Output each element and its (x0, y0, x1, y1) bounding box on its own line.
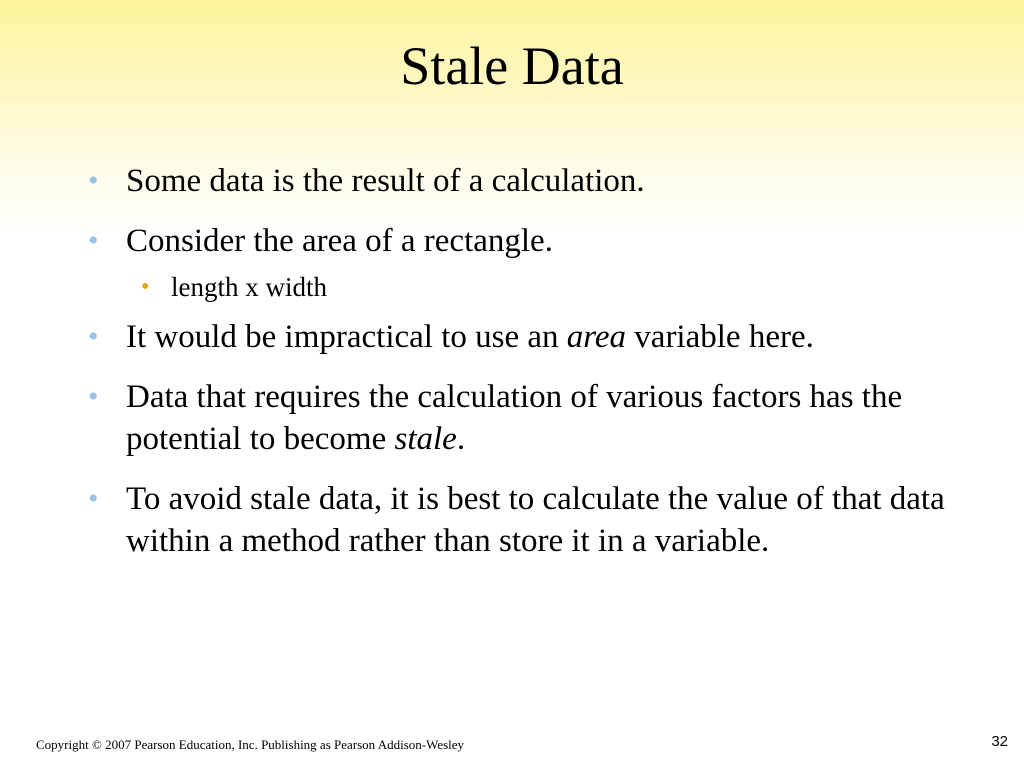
bullet-text-pre: Data that requires the calculation of various factors has the potential to become (126, 379, 903, 457)
sub-bullet-text: length x width (171, 272, 327, 302)
bullet-icon: • (88, 320, 99, 353)
bullet-text-post: . (456, 421, 466, 457)
bullet-icon: • (88, 164, 99, 197)
bullet-text-post: variable here. (626, 319, 814, 355)
bullet-text: Consider the area of a rectangle. (126, 223, 553, 259)
bullet-text (126, 316, 946, 358)
sub-bullet-icon: • (141, 274, 150, 300)
slide-title: Stale Data (400, 36, 624, 96)
copyright-footer: Copyright © 2007 Pearson Education, Inc. Publishing as Pearson Addison-Wesley (36, 737, 465, 752)
bullet-item-calculation (86, 160, 946, 202)
emphasis-area: area (566, 319, 627, 355)
bullet-text (126, 376, 946, 460)
emphasis-stale: stale (394, 421, 457, 457)
bullet-list (86, 160, 946, 580)
bullet-text: To avoid stale data, it is best to calculate the value of that data within a method rather than store it in a variable. (126, 481, 945, 559)
bullet-item-rectangle (86, 220, 946, 262)
bullet-text: Some data is the result of a calculation. (126, 163, 645, 199)
bullet-text-pre: It would be impractical to use an (126, 319, 567, 355)
bullet-icon: • (88, 380, 99, 413)
page-number: 32 (991, 733, 1008, 750)
bullet-item-area-variable (86, 316, 946, 358)
bullet-item-stale (86, 376, 946, 460)
bullet-item-avoid-stale (86, 478, 946, 562)
sub-bullet-item-length-width (131, 270, 946, 304)
bullet-icon: • (88, 224, 99, 257)
bullet-icon: • (88, 482, 99, 515)
